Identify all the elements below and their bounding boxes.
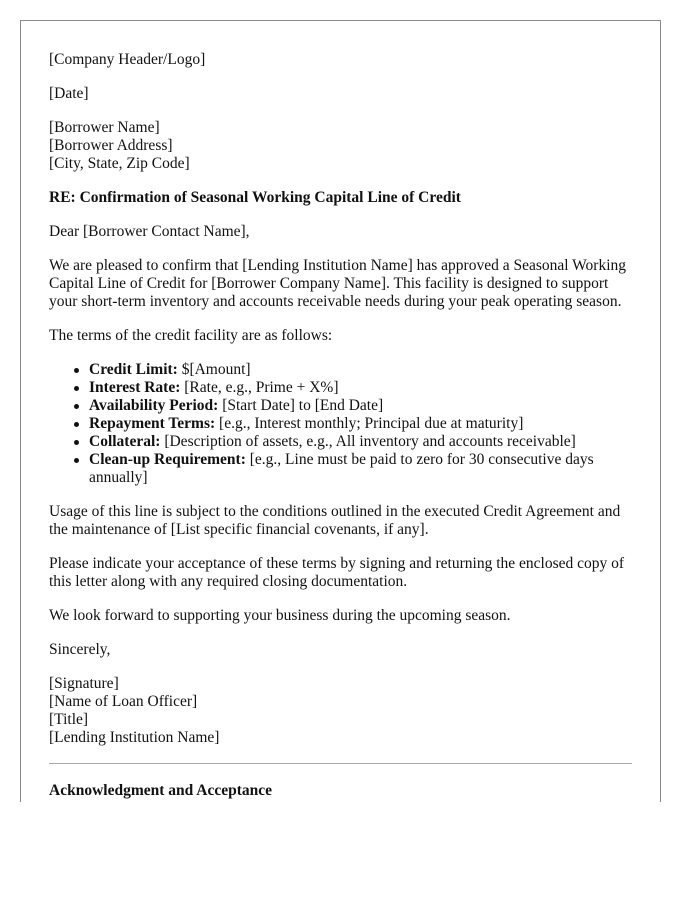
signature-block bbox=[49, 675, 632, 747]
borrower-address: [Borrower Address] bbox=[49, 137, 173, 154]
term-item-interest-rate bbox=[89, 379, 632, 397]
term-value: [Description of assets, e.g., All inventory and accounts receivable] bbox=[160, 433, 576, 450]
salutation: Dear [Borrower Contact Name], bbox=[49, 223, 250, 240]
section-divider bbox=[49, 763, 632, 764]
term-label: Credit Limit: bbox=[89, 361, 178, 378]
term-value: [e.g., Interest monthly; Principal due at maturity] bbox=[215, 415, 524, 432]
term-item-availability-period bbox=[89, 397, 632, 415]
bullet-icon bbox=[74, 458, 79, 463]
bullet-icon bbox=[74, 404, 79, 409]
conditions-paragraph: Usage of this line is subject to the conditions outlined in the executed Credit Agreement and the maintenance of [List specific financial covenants, if any]. bbox=[49, 503, 621, 538]
term-value: [e.g., Line must be paid to zero for 30 consecutive days annually] bbox=[89, 451, 594, 486]
terms-intro: The terms of the credit facility are as follows: bbox=[49, 327, 333, 344]
lending-institution-name: [Lending Institution Name] bbox=[49, 729, 220, 746]
company-header: [Company Header/Logo] bbox=[49, 51, 206, 68]
bullet-icon bbox=[74, 440, 79, 445]
loan-officer-name: [Name of Loan Officer] bbox=[49, 693, 198, 710]
term-value: $[Amount] bbox=[177, 361, 251, 378]
letter-page bbox=[20, 20, 661, 802]
subject-line: RE: Confirmation of Seasonal Working Capital Line of Credit bbox=[49, 189, 461, 206]
borrower-address-block bbox=[49, 119, 632, 173]
term-item-clean-up-requirement bbox=[89, 451, 632, 487]
bullet-icon bbox=[74, 422, 79, 427]
closing-paragraph: We look forward to supporting your business during the upcoming season. bbox=[49, 607, 511, 624]
bullet-icon bbox=[74, 368, 79, 373]
signature-placeholder: [Signature] bbox=[49, 675, 119, 692]
acceptance-paragraph: Please indicate your acceptance of these terms by signing and returning the enclosed copy of this letter along with any required closing documentation. bbox=[49, 555, 625, 590]
letter-date: [Date] bbox=[49, 85, 89, 102]
term-item-repayment-terms bbox=[89, 415, 632, 433]
term-label: Collateral: bbox=[89, 433, 161, 450]
intro-paragraph: We are pleased to confirm that [Lending Institution Name] has approved a Seasonal Working Capital Line of Credit for [Borrower Company Name]. This facility is designed to support your short-term inventory and accounts receivable needs during your peak operating season. bbox=[49, 257, 627, 310]
borrower-name: [Borrower Name] bbox=[49, 119, 160, 136]
term-value: [Rate, e.g., Prime + X%] bbox=[180, 379, 339, 396]
bullet-icon bbox=[74, 386, 79, 391]
term-label: Repayment Terms: bbox=[89, 415, 216, 432]
term-item-collateral bbox=[89, 433, 632, 451]
valediction: Sincerely, bbox=[49, 641, 111, 658]
term-label: Interest Rate: bbox=[89, 379, 181, 396]
acknowledgment-title: Acknowledgment and Acceptance bbox=[49, 782, 273, 799]
terms-list bbox=[49, 361, 632, 487]
loan-officer-title: [Title] bbox=[49, 711, 89, 728]
term-item-credit-limit bbox=[89, 361, 632, 379]
term-value: [Start Date] to [End Date] bbox=[218, 397, 384, 414]
term-label: Availability Period: bbox=[89, 397, 219, 414]
term-label: Clean-up Requirement: bbox=[89, 451, 246, 468]
borrower-city-state-zip: [City, State, Zip Code] bbox=[49, 155, 190, 172]
